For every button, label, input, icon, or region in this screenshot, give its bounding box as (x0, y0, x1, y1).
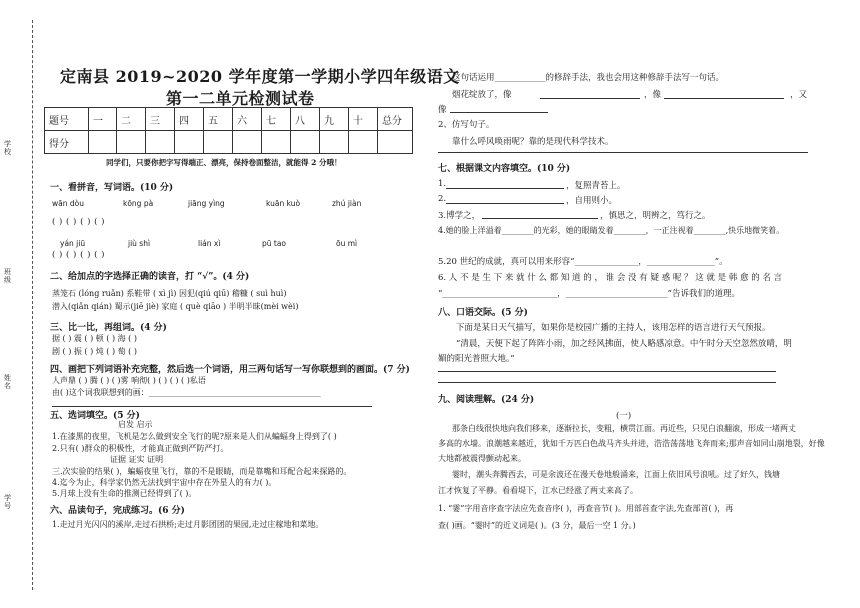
score-cell: 一 (89, 108, 117, 131)
fill-verse-6b[interactable]: “___________________________，________________________”告诉我们的道理。 (438, 289, 740, 299)
reading-sentence-1: 1.走过月光闪闪的溪岸,走过石拱桥;走过月影团团的果园,走过庄稼地和菜地。 (52, 520, 324, 529)
answer-blanks-row1[interactable]: ( ) ( ) ( ) ( ) (52, 217, 105, 227)
reading-choice-line2[interactable]: 潜入(qiǎn qián) 蜀示(jiē jiè) 家庭 ( què qiāo ) 半明半昧(mèi wèi) (52, 302, 299, 311)
score-cell: 七 (262, 108, 291, 131)
answer-line[interactable] (438, 371, 776, 372)
passage-line-5: 江才恢复了平静。看看堤下，江水已经涨了两丈来高了。 (438, 486, 638, 495)
passage-line-2: 多高的水墙。浪潮越来越近，犹如千万匹白色战马齐头并进，浩浩荡荡地飞奔而来;那声音如同山崩地裂，好像 (438, 439, 825, 448)
pinyin-7: jiù shì (128, 239, 151, 248)
fill-verse-3a: 3.博学之， (438, 211, 481, 221)
pinyin-10: ōu mì (336, 239, 358, 248)
score-cell: 九 (320, 108, 349, 131)
binding-margin (0, 0, 40, 608)
score-cell: 二 (117, 108, 146, 131)
fill-verse-6a: 6. 人 不 是 生 下 来 就 什 么 都 知 道 的 ， 谁 会 没 有 疑 惑 呢 ？ 这 就 是 韩 愈 的 名 言 (438, 273, 783, 283)
weather-quote-2: 媚的阳光普照大地。” (438, 354, 515, 364)
question-1-line-1[interactable]: 1. “霎”字用音序查字法应先查音序( )，再查音节( )。用部首查字法,先查部首( )，再 (438, 504, 734, 513)
answer-blanks-row2[interactable]: ( ) ( ) ( ) ( ) (52, 250, 105, 260)
section-7-heading: 七、根据课文内容填空。(10 分) (438, 164, 571, 174)
weather-quote-1: “清晨，天便下起了阵阵小雨，加之经风拂面，使人略感凉意。中午时分天空忽然放晴，明 (456, 339, 792, 349)
score-cell: 总分 (378, 108, 413, 131)
answer-line[interactable] (438, 382, 776, 383)
score-cell: 六 (233, 108, 262, 131)
fill-sentence-1[interactable]: 1.在漆黑的夜里，飞机是怎么做到安全飞行的呢?原来是人们从蝙蝠身上得到了( ) (52, 432, 337, 441)
score-input-cell[interactable] (349, 131, 378, 154)
fill-sentence-4[interactable]: 4.迄今为止，科学家仍然无法找到宇宙中存在外星人的有力( )。 (52, 478, 277, 487)
fill-verse-4[interactable]: 4.她的脸上洋溢着________的光彩，她的眼睛发着________，一正注视着________,快乐地微笑着。 (438, 226, 785, 235)
answer-line[interactable] (664, 98, 784, 99)
answer-line[interactable] (446, 203, 564, 204)
simile-continue: 像 (438, 105, 447, 115)
answer-line[interactable] (446, 188, 564, 189)
passage-line-1: 那条白线很快地向我们移来，逐渐拉长，变粗，横贯江面。再近些，只见白浪翻滚，形成一堵两丈 (452, 424, 796, 433)
binding-label-class: 班级 (4, 268, 11, 284)
idiom-completion-line[interactable]: 人声鼎 ( ) 腾 ( ) ( )雾 响彻( ) ( ) ( ) ( )私语 (52, 376, 206, 385)
score-input-cell[interactable] (146, 131, 175, 154)
answer-line[interactable] (438, 152, 808, 153)
simile-mid: ，像 (644, 90, 662, 100)
fill-number-1: 1. (438, 179, 447, 189)
exam-title-line1: 定南县 2019~2020 学年度第一学期小学四年级语文 (60, 67, 460, 86)
reading-choice-line1[interactable]: 蒸笼石 (lóng ruǎn) 系鞋带 ( xì jì) 因犯(qiú qiū) 稽糠 ( suì huì) (52, 289, 287, 298)
binding-label-name: 姓名 (4, 374, 11, 390)
binding-label-school: 学校 (4, 140, 11, 156)
instruction-note: 同学们，只要你把字写得端正、漂亮，保持卷面整洁，就能得 2 分哦！ (106, 158, 342, 167)
pinyin-3: jiāng yìng (188, 199, 225, 208)
pinyin-6: yán jiū (60, 239, 86, 248)
score-table (44, 107, 413, 154)
section-4-heading: 四、画把下列词语补充完整，然后选一个词语，用三两句话写一写你联想到的画面。(7 分) (50, 365, 410, 375)
fill-verse-1: ，复照青苔上。 (566, 181, 626, 191)
score-cell: 五 (204, 108, 233, 131)
pinyin-9: pū tao (262, 239, 287, 248)
pinyin-4: kuān kuò (266, 199, 301, 208)
oral-prompt: 下面是某日天气描写，如果你是校园广播的主持人，该用怎样的语言进行天气预报。 (456, 323, 771, 333)
passage-line-4: 霎时，潮头奔腾西去，可是余波还在漫天卷地般涌来，江面上依旧风号浪吼。过了好久，钱塘 (452, 470, 780, 479)
fill-number-2: 2. (438, 194, 447, 204)
score-input-cell[interactable] (175, 131, 204, 154)
pinyin-2: kōng pà (123, 199, 154, 208)
passage-line-3: 大地都被震得颤动起来。 (438, 454, 526, 463)
score-cell: 题号 (45, 108, 89, 131)
section-9-heading: 九、阅读理解。(24 分) (438, 395, 535, 405)
imitate-heading: 2、仿写句子。 (438, 120, 495, 130)
score-input-cell[interactable] (378, 131, 413, 154)
word-choices-2: 证据 证实 证明 (110, 455, 164, 464)
score-input-cell[interactable] (262, 131, 291, 154)
section-2-heading: 二、给加点的字选择正确的读音，打 “√”。(4 分) (50, 272, 250, 282)
section-3-heading: 三、比一比，再组词。(4 分) (50, 323, 167, 333)
answer-line[interactable] (450, 112, 548, 113)
score-input-cell[interactable] (204, 131, 233, 154)
section-5-heading: 五、选词填空。(5 分) (50, 411, 140, 421)
rhetoric-prompt: 这句话运用____________的修辞手法，我也会用这种修辞手法写一句话。 (452, 73, 725, 83)
score-input-cell[interactable] (117, 131, 146, 154)
section-6-heading: 六、品读句子，完成练习。(6 分) (50, 506, 185, 516)
score-input-cell[interactable] (89, 131, 117, 154)
score-cell: 八 (291, 108, 320, 131)
simile-end: ，又 (790, 90, 808, 100)
score-cell: 三 (146, 108, 175, 131)
pinyin-1: wān dòu (52, 199, 84, 208)
pinyin-8: lián xì (198, 239, 221, 248)
exam-title-line2: 第一二单元检测试卷 (166, 89, 315, 108)
word-choices-1: 启发 启示 (118, 420, 153, 429)
fill-sentence-5[interactable]: 5.月球上没有生命的推测已经得到了( )。 (52, 489, 197, 498)
score-input-cell[interactable] (291, 131, 320, 154)
score-table-score-row (45, 131, 413, 154)
writing-line[interactable] (52, 406, 372, 407)
binding-label-number: 学号 (4, 494, 11, 510)
pinyin-5: zhú jiàn (332, 199, 362, 208)
imitate-example: 靠什么呼风唤雨呢？靠的是现代科学技术。 (452, 137, 614, 147)
compare-words-line2[interactable]: 剧 ( ) 振 ( ) 炖 ( ) 萄 ( ) (52, 347, 137, 356)
compare-words-line1[interactable]: 据 ( ) 震 ( ) 顿 ( ) 海 ( ) (52, 334, 137, 343)
fill-verse-2: ，自用则小。 (566, 196, 618, 206)
binding-line (32, 20, 33, 590)
fill-sentence-3[interactable]: 三.次实验的结果( )，蝙蝠夜里飞行，靠的不是眼睛，而是靠嘴和耳配合起来探路的。 (52, 467, 352, 476)
score-input-cell[interactable] (233, 131, 262, 154)
score-cell: 十 (349, 108, 378, 131)
score-table-header-row (45, 108, 413, 131)
passage-part-label: (一) (616, 411, 632, 421)
answer-line[interactable] (540, 98, 640, 99)
simile-start: 烟花绽放了，像 (452, 90, 512, 100)
score-cell: 四 (175, 108, 204, 131)
score-cell: 得分 (45, 131, 89, 154)
fill-sentence-2[interactable]: 2.只有( )群众的积极性，才能真正做到严防严打。 (52, 444, 229, 453)
section-8-heading: 八、口语交际。(5 分) (438, 308, 528, 318)
idiom-association-line[interactable]: 由( )这个词我联想到的画：___________________________________________ (52, 388, 321, 397)
score-input-cell[interactable] (320, 131, 349, 154)
fill-verse-3b: ，慎思之，明辨之，笃行之。 (600, 211, 711, 221)
fill-verse-5[interactable]: 5.20 世纪的成就，真可以用来形容“_______________，________________”。 (438, 257, 728, 267)
question-1-line-2[interactable]: 查( )画。“霎时”的近义词是( )。(3 分，最后一空 1 分。) (438, 521, 636, 530)
answer-line[interactable] (482, 218, 598, 219)
section-1-heading: 一、看拼音，写词语。(10 分) (50, 183, 174, 193)
